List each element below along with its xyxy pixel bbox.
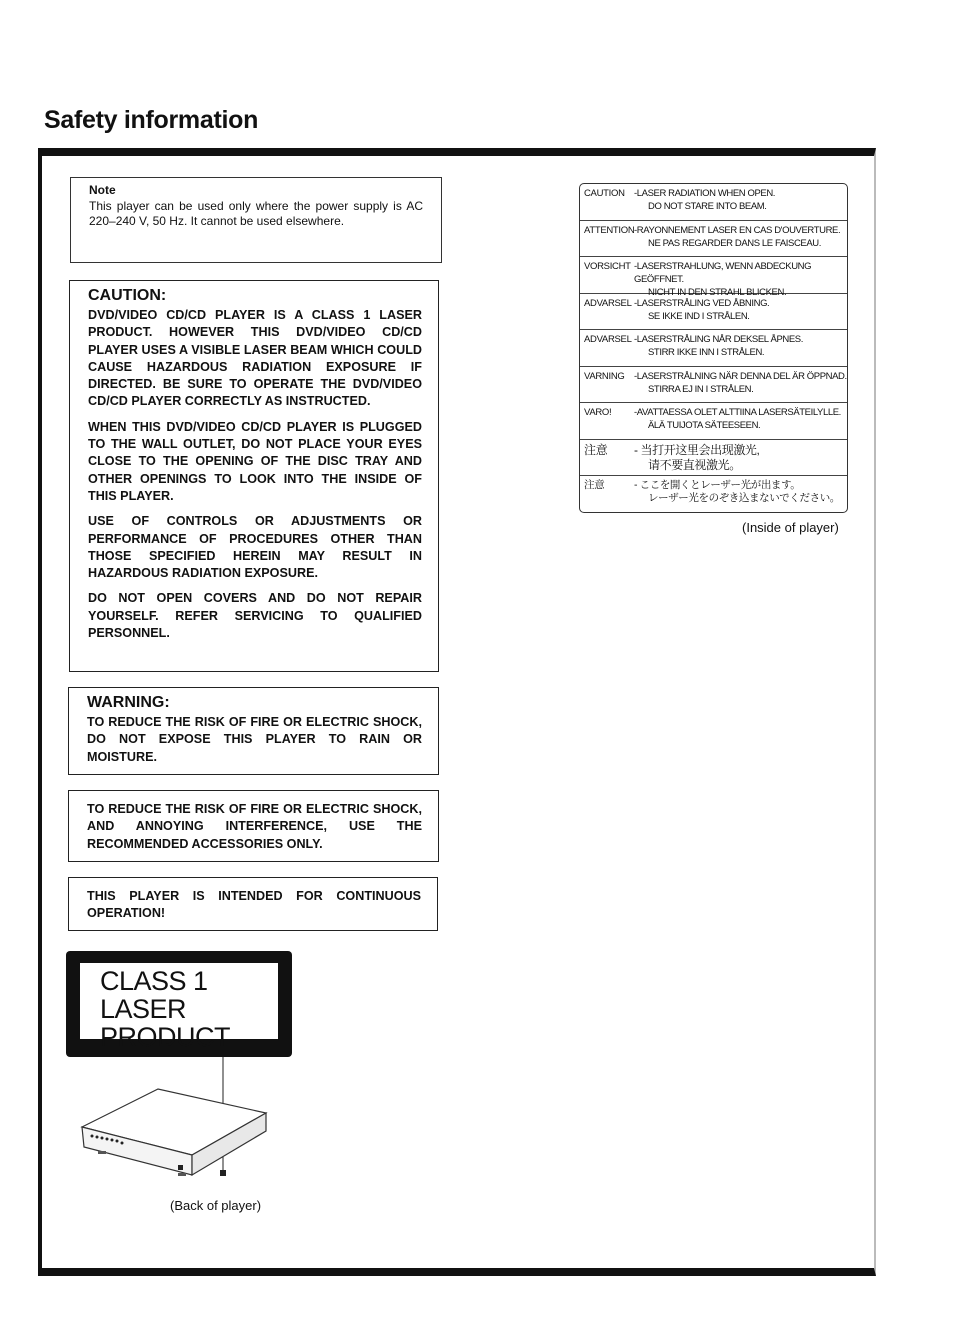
caution-paragraph: WHEN THIS DVD/VIDEO CD/CD PLAYER IS PLUGGED TO THE WALL OUTLET, DO NOT PLACE YOUR EYES CLOSE TO THE OPENING OF THE DISC TRAY AND OTHER OPENINGS TO LOOK INTO THE INSIDE OF THIS PLAYER.	[88, 419, 422, 503]
label-row	[580, 403, 847, 440]
label-line: -LASER RADIATION WHEN OPEN.	[634, 188, 776, 199]
class-label-line: LASER PRODUCT	[100, 994, 230, 1052]
accessories-text: TO REDUCE THE RISK OF FIRE OR ELECTRIC SHOCK, AND ANNOYING INTERFERENCE, USE THE RECOMMENDED ACCESSORIES ONLY.	[87, 802, 422, 851]
label-text	[634, 406, 847, 439]
accessories-box	[68, 790, 439, 862]
caution-paragraph: DO NOT OPEN COVERS AND DO NOT REPAIR YOURSELF. REFER SERVICING TO QUALIFIED PERSONNEL.	[88, 591, 422, 641]
label-line: SE IKKE IND I STRÅLEN.	[648, 310, 750, 322]
label-language: ADVARSEL	[584, 334, 632, 345]
label-line: - 当打开这里会出现激光,	[634, 442, 760, 457]
label-row	[580, 440, 847, 477]
label-text	[634, 479, 847, 513]
label-line: DO NOT STARE INTO BEAM.	[648, 201, 767, 212]
label-row	[580, 367, 847, 404]
label-line: レーザー光をのぞき込まないでください。	[648, 492, 840, 504]
label-line: -LASERSTRÅLING NÅR DEKSEL ÅPNES.	[634, 334, 803, 345]
label-row	[580, 330, 847, 367]
label-line: -AVATTAESSA OLET ALTTIINA LASERSÄTEILYLLE.	[634, 407, 841, 418]
player-back-illustration	[70, 1055, 280, 1195]
warning-text: TO REDUCE THE RISK OF FIRE OR ELECTRIC SHOCK, DO NOT EXPOSE THIS PLAYER TO RAIN OR MOISTURE.	[87, 715, 422, 764]
label-language: VORSICHT	[584, 261, 631, 272]
label-line: NE PAS REGARDER DANS LE FAISCEAU.	[648, 237, 821, 249]
inside-of-player-caption: (Inside of player)	[742, 520, 839, 535]
page-title: Safety information	[44, 106, 259, 134]
label-text	[634, 297, 847, 330]
label-row	[580, 184, 847, 221]
note-title: Note	[89, 183, 116, 197]
label-line: ÄLÄ TUIJOTA SÄTEESEEN.	[648, 420, 761, 431]
label-line: -LASERSTRÅLNING NÄR DENNA DEL ÄR ÖPPNAD.	[634, 370, 847, 382]
label-language: VARO!	[584, 407, 612, 418]
warning-heading: WARNING:	[87, 694, 170, 711]
label-language: 注意	[584, 442, 608, 457]
label-line: -RAYONNEMENT LASER EN CAS D'OUVERTURE.	[634, 224, 841, 236]
class-1-laser-label	[66, 951, 292, 1057]
label-text	[634, 187, 847, 220]
label-line: STIRR IKKE INN I STRÅLEN.	[648, 347, 765, 358]
caution-box	[69, 280, 439, 672]
note-text: This player can be used only where the power supply is AC 220–240 V, 50 Hz. It cannot be used elsewhere.	[89, 198, 423, 228]
label-text	[634, 260, 847, 298]
continuous-box	[68, 877, 438, 931]
label-line: NICHT IN DEN STRAHL BLICKEN.	[648, 287, 787, 298]
caution-heading: CAUTION:	[88, 287, 167, 304]
label-line: STIRRA EJ IN I STRÅLEN.	[648, 383, 754, 395]
label-row	[580, 257, 847, 298]
warning-box	[68, 687, 439, 775]
caution-paragraph: DVD/VIDEO CD/CD PLAYER IS A CLASS 1 LASER PRODUCT. HOWEVER THIS DVD/VIDEO CD/CD PLAYER USES A VISIBLE LASER BEAM WHICH COULD CAUSE HAZARDOUS RADIATION EXPOSURE IF DIRECTED. BE SURE TO OPERATE THE DVD/VIDEO CD/CD PLAYER CORRECTLY AS INSTRUCTED.	[88, 308, 422, 409]
label-row	[580, 476, 847, 513]
label-language: ADVARSEL	[584, 297, 632, 309]
class-1-label-text	[80, 963, 278, 1052]
class-label-line: CLASS 1	[100, 966, 208, 996]
label-text	[634, 224, 847, 257]
laser-warning-label	[579, 183, 848, 513]
label-text	[634, 333, 847, 366]
label-text	[634, 443, 847, 476]
label-language: 注意	[584, 479, 605, 491]
label-language: ATTENTION	[584, 224, 635, 236]
back-of-player-caption: (Back of player)	[170, 1198, 262, 1213]
label-language: CAUTION	[584, 188, 625, 199]
note-box	[70, 177, 442, 263]
label-row	[580, 221, 847, 258]
label-line: -LASERSTRAHLUNG, WENN ABDECKUNG GEÖFFNET.	[634, 261, 812, 285]
continuous-text: THIS PLAYER IS INTENDED FOR CONTINUOUS OPERATION!	[87, 889, 421, 921]
label-line: 请不要直视激光。	[648, 457, 741, 472]
caution-paragraph: USE OF CONTROLS OR ADJUSTMENTS OR PERFORMANCE OF PROCEDURES OTHER THAN THOSE SPECIFIED HEREIN MAY RESULT IN HAZARDOUS RADIATION EXPOSURE.	[88, 514, 422, 581]
label-row	[580, 294, 847, 331]
label-line: -LASERSTRÅLING VED ÅBNING.	[634, 297, 770, 309]
label-line: - ここを開くとレーザー光が出ます。	[634, 479, 801, 491]
label-language: VARNING	[584, 370, 625, 382]
label-text	[634, 370, 847, 403]
